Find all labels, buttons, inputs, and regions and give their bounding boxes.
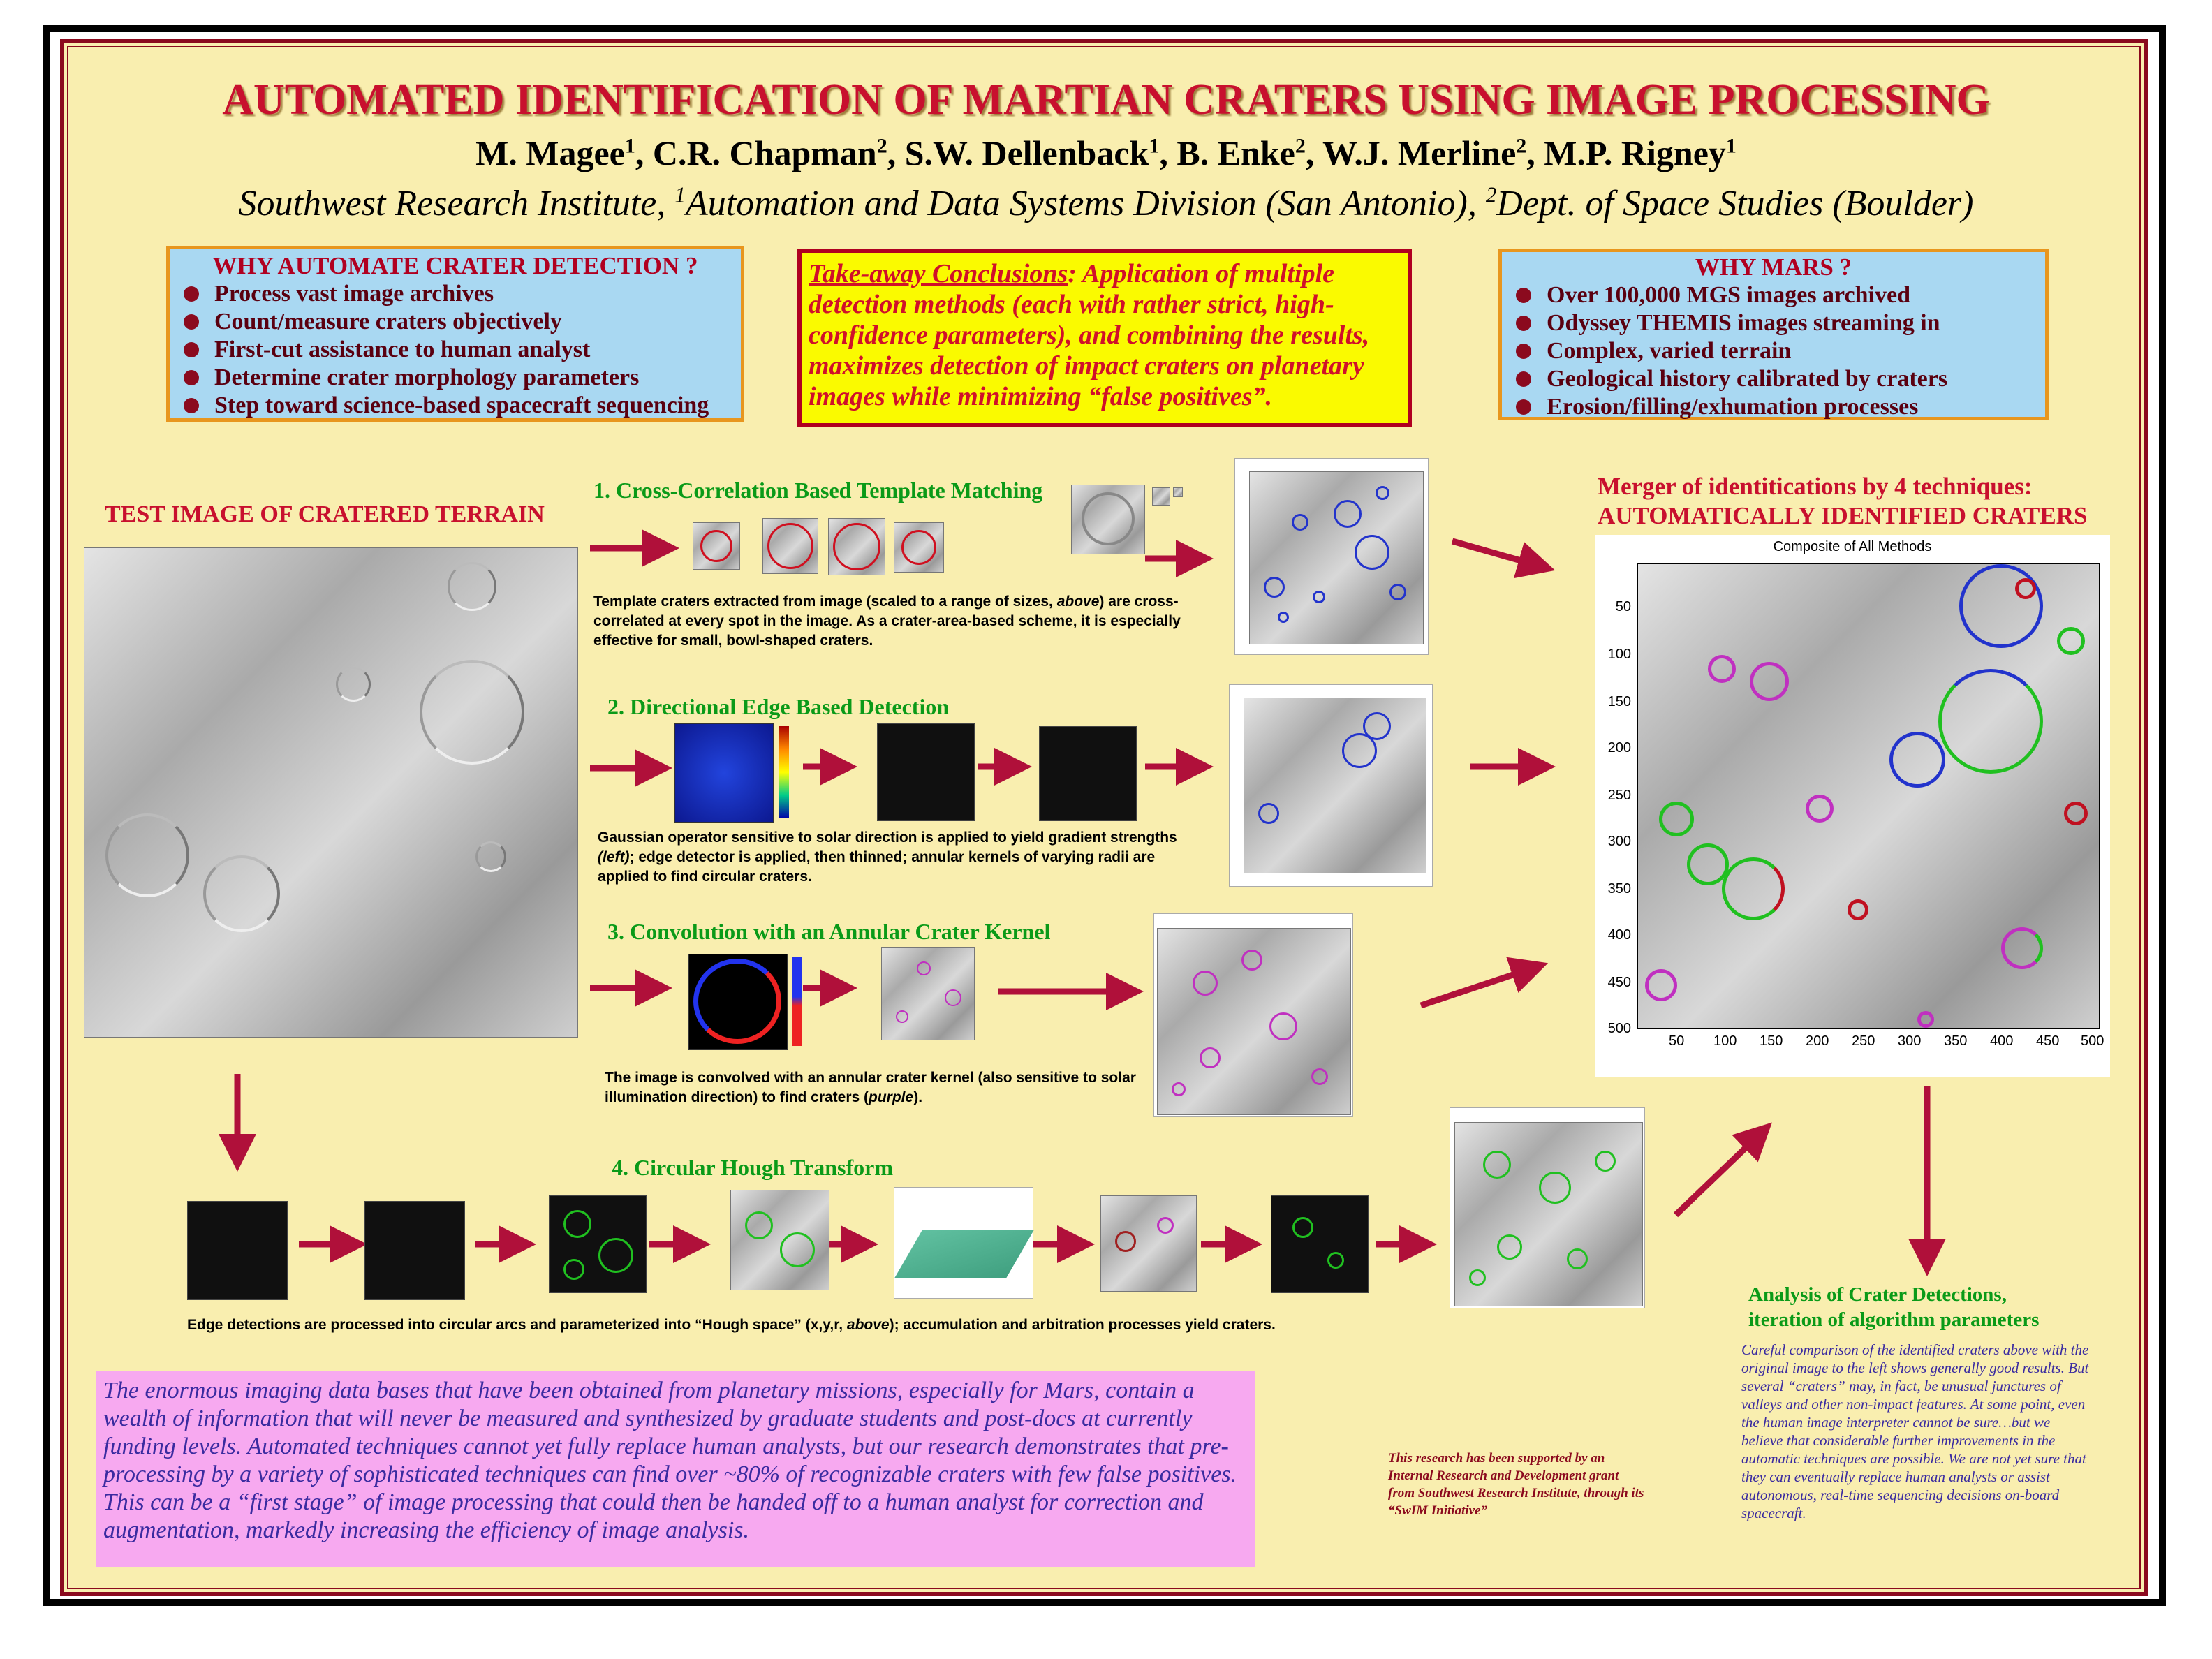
affiliations: Southwest Research Institute, $^1$Automation and Data Systems Division (San Antonio), $^2$Dept. of Space Studies (Boulder) bbox=[238, 182, 1974, 223]
list-item: First-cut assistance to human analyst bbox=[174, 336, 737, 364]
y-tick-label: 150 bbox=[1607, 694, 1631, 709]
analysis-text: Careful comparison of the identified craters above with the original image to the left shows generally good results. But several “craters” may, in fact, be unusual junctures of valleys and other non-impact features. At some point, even the human image interpreter cannot be sure…but we believe that considerable further improvements in the automatic techniques are possible. We are not yet sure that they can eventually replace human analysts or assist autonomous, real-time sequencing decisions on-board spacecraft. bbox=[1741, 1341, 2089, 1521]
method-3-caption: The image is convolved with an annular crater kernel (also sensitive to solar illumination direction) to find craters (purple). bbox=[605, 1070, 1136, 1105]
template-crater-image bbox=[894, 522, 944, 573]
convolution-result-image bbox=[881, 947, 975, 1040]
template-crater-image bbox=[693, 522, 740, 570]
kernel-colorbar bbox=[792, 957, 802, 1046]
y-tick-label: 450 bbox=[1607, 975, 1631, 990]
arrow-icon bbox=[1421, 967, 1536, 1005]
arrow-icon bbox=[1676, 1131, 1763, 1215]
list-item: Over 100,000 MGS images archived bbox=[1506, 281, 2041, 309]
template-source-image bbox=[1152, 487, 1170, 506]
author-list: M. Magee$^1$, C.R. Chapman$^2$, S.W. Dellenback$^1$, B. Enke$^2$, W.J. Merline$^2$, M.P. Rigney$^1$ bbox=[475, 133, 1737, 172]
x-tick-label: 100 bbox=[1713, 1033, 1737, 1049]
x-tick-label: 400 bbox=[1990, 1033, 2014, 1049]
list-item: Geological history calibrated by craters bbox=[1506, 365, 2041, 393]
method-4-caption: Edge detections are processed into circular arcs and parameterized into “Hough space” (x,y,r, above); accumulation and arbitration processes yield craters. bbox=[187, 1317, 1276, 1333]
x-tick-label: 500 bbox=[2081, 1033, 2104, 1049]
method-2-caption: Gaussian operator sensitive to solar direction is applied to yield gradient strengths (left); edge detector is applied, then thinned; annular kernels of varying radii are applied to find circular craters. bbox=[598, 830, 1177, 885]
x-tick-label: 450 bbox=[2036, 1033, 2060, 1049]
why-mars-title: WHY MARS ? bbox=[1695, 253, 1852, 281]
summary-box: The enormous imaging data bases that have been obtained from planetary missions, especially for Mars, contain a wealth of information that will never be measured and synthesized by graduate students and post-docs at currently funding levels. Automated techniques cannot yet fully replace human analysts, but our research demonstrates that pre-processing by a variety of sophisticated techniques can find over ~80% of recognizable craters with few false positives. This can be a “first stage” of image processing that could then be handed off to a human analyst for correction and augmentation, markedly increasing the efficiency of image analysis. bbox=[96, 1371, 1255, 1567]
list-item: Erosion/filling/exhumation processes bbox=[1506, 393, 2041, 421]
list-item: Count/measure craters objectively bbox=[174, 308, 737, 336]
takeaway-box: Take-away Conclusions: Application of multiple detection methods (each with rather strict, high-confidence parameters), and combining the results, maximizes detection of impact craters on planetary images while minimizing “false positives”. bbox=[797, 249, 1412, 427]
why-automate-title: WHY AUTOMATE CRATER DETECTION ? bbox=[212, 252, 698, 279]
merger-heading-line1: Merger of identitications by 4 techniques: bbox=[1598, 473, 2033, 500]
gradient-strength-image bbox=[674, 723, 774, 823]
method-1-result-plot bbox=[1234, 458, 1429, 655]
template-crater-image bbox=[828, 518, 885, 575]
y-tick-label: 500 bbox=[1607, 1021, 1631, 1036]
method-2-title: 2. Directional Edge Based Detection bbox=[607, 694, 950, 719]
x-tick-label: 300 bbox=[1898, 1033, 1922, 1049]
y-axis-ticks bbox=[1595, 563, 1634, 1036]
template-crater-image bbox=[762, 518, 818, 574]
method-3-title: 3. Convolution with an Annular Crater Kernel bbox=[607, 919, 1051, 944]
method-1-title: 1. Cross-Correlation Based Template Matching bbox=[593, 478, 1043, 503]
edge-detector-image bbox=[877, 723, 975, 821]
analysis-heading-line1: Analysis of Crater Detections, bbox=[1748, 1283, 2007, 1306]
colorbar bbox=[779, 726, 789, 818]
hough-overlay-image bbox=[730, 1190, 830, 1290]
x-tick-label: 150 bbox=[1760, 1033, 1783, 1049]
list-item: Step toward science-based spacecraft sequencing bbox=[174, 392, 737, 420]
test-image-label: TEST IMAGE OF CRATERED TERRAIN bbox=[105, 501, 545, 527]
method-3-result-plot bbox=[1153, 913, 1353, 1117]
list-item: Process vast image archives bbox=[174, 280, 737, 308]
method-1-caption: Template craters extracted from image (scaled to a range of sizes, above) are cross-correlated at every spot in the image. As a crater-area-based scheme, it is especially effective for small, bowl-shaped craters. bbox=[593, 593, 1181, 649]
annular-kernel-image bbox=[688, 954, 788, 1050]
composite-plot-title: Composite of All Methods bbox=[1773, 539, 1932, 554]
hough-arcs-image bbox=[549, 1195, 647, 1293]
template-source-image bbox=[1071, 485, 1145, 554]
hough-step-image bbox=[187, 1201, 288, 1300]
x-tick-label: 200 bbox=[1806, 1033, 1829, 1049]
hough-arbitration-image bbox=[1100, 1195, 1197, 1292]
composite-plot bbox=[1595, 535, 2110, 1077]
thinned-edge-image bbox=[1039, 726, 1137, 821]
merger-heading-line2: AUTOMATICALLY IDENTIFIED CRATERS bbox=[1598, 502, 2088, 529]
analysis-heading-line2: iteration of algorithm parameters bbox=[1748, 1308, 2040, 1331]
method-2-result-plot bbox=[1229, 684, 1433, 887]
hough-space-3d-plot bbox=[894, 1187, 1033, 1299]
x-axis-ticks bbox=[1637, 1033, 2104, 1054]
merger-heading bbox=[1598, 472, 2087, 531]
x-tick-label: 250 bbox=[1852, 1033, 1875, 1049]
template-source-image bbox=[1173, 487, 1183, 497]
takeaway-label: Take-away Conclusions bbox=[809, 259, 1068, 288]
analysis-heading bbox=[1748, 1282, 2039, 1332]
y-tick-label: 250 bbox=[1607, 788, 1631, 803]
y-tick-label: 200 bbox=[1607, 740, 1631, 755]
list-item: Complex, varied terrain bbox=[1506, 337, 2041, 365]
y-tick-label: 400 bbox=[1607, 927, 1631, 943]
y-tick-label: 350 bbox=[1607, 881, 1631, 897]
y-tick-label: 50 bbox=[1615, 599, 1631, 614]
hough-final-image bbox=[1271, 1195, 1369, 1293]
hough-step-image bbox=[364, 1201, 465, 1300]
y-tick-label: 300 bbox=[1607, 834, 1631, 849]
method-4-title: 4. Circular Hough Transform bbox=[612, 1155, 893, 1180]
y-tick-label: 100 bbox=[1607, 647, 1631, 662]
arrow-icon bbox=[1452, 541, 1543, 567]
composite-image bbox=[1637, 563, 2100, 1029]
x-tick-label: 350 bbox=[1944, 1033, 1968, 1049]
x-tick-label: 50 bbox=[1669, 1033, 1685, 1049]
takeaway-text: Application of multiple detection methods (each with rather strict, high-confidence parameters), and combining the results, maximizes detection of impact craters on planetary images while minimizing “false positives”. bbox=[809, 259, 1370, 411]
funding-acknowledgement: This research has been supported by an Internal Research and Development grant from Southwest Research Institute, through its “SwIM Initiative” bbox=[1388, 1451, 1644, 1518]
poster-title: AUTOMATED IDENTIFICATION OF MARTIAN CRATERS USING IMAGE PROCESSING bbox=[222, 76, 1990, 124]
list-item: Odyssey THEMIS images streaming in bbox=[1506, 309, 2041, 337]
list-item: Determine crater morphology parameters bbox=[174, 364, 737, 392]
method-4-result-plot bbox=[1450, 1107, 1645, 1308]
